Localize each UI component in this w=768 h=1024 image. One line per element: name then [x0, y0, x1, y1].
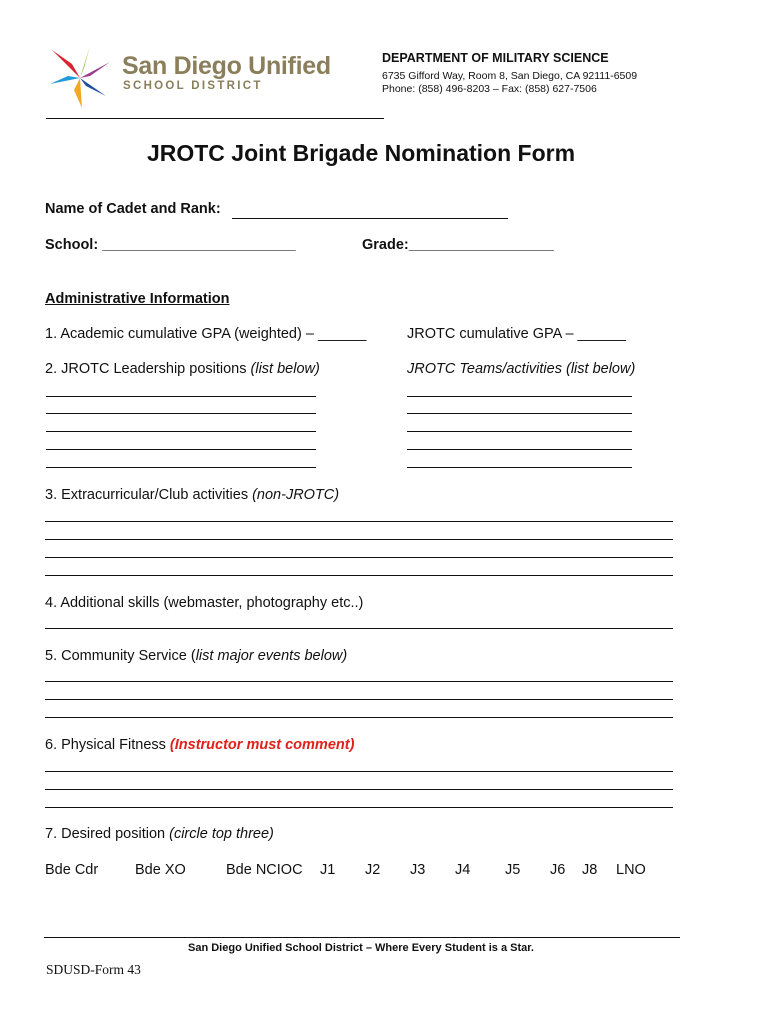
- department-phone-fax: Phone: (858) 496-8203 – Fax: (858) 627-7506: [382, 83, 597, 95]
- footer-tagline: San Diego Unified School District – Where Every Student is a Star.: [188, 942, 534, 954]
- q1-academic-gpa[interactable]: 1. Academic cumulative GPA (weighted) – ______: [45, 326, 367, 342]
- community-line[interactable]: [45, 717, 673, 718]
- header-divider: [46, 118, 384, 119]
- leadership-line[interactable]: [46, 431, 316, 432]
- q1-jrotc-gpa[interactable]: JROTC cumulative GPA – ______: [407, 326, 626, 342]
- district-subtitle: SCHOOL DISTRICT: [123, 80, 263, 92]
- position-option[interactable]: LNO: [616, 862, 646, 878]
- q2-leadership-text: 2. JROTC Leadership positions: [45, 361, 251, 377]
- form-title: JROTC Joint Brigade Nomination Form: [146, 140, 576, 166]
- cadet-name-field[interactable]: [232, 218, 508, 219]
- position-option[interactable]: Bde Cdr: [45, 862, 99, 878]
- q4-skills-label: 4. Additional skills (webmaster, photography etc..): [45, 595, 364, 611]
- position-option[interactable]: J1: [320, 862, 336, 878]
- teams-line[interactable]: [407, 396, 632, 397]
- q5-note: list major events below): [195, 648, 348, 664]
- position-option[interactable]: J8: [582, 862, 598, 878]
- skills-line[interactable]: [45, 628, 673, 629]
- position-option[interactable]: J5: [505, 862, 521, 878]
- position-option[interactable]: J6: [550, 862, 566, 878]
- extracurricular-line[interactable]: [45, 557, 673, 558]
- fitness-line[interactable]: [45, 771, 673, 772]
- position-option[interactable]: Bde NCIOC: [226, 862, 303, 878]
- grade-label[interactable]: Grade:__________________: [362, 237, 554, 253]
- extracurricular-line[interactable]: [45, 521, 673, 522]
- teams-line[interactable]: [407, 449, 632, 450]
- leadership-line[interactable]: [46, 396, 316, 397]
- cadet-name-label: Name of Cadet and Rank:: [45, 201, 221, 217]
- position-option[interactable]: J4: [455, 862, 471, 878]
- q2-teams-label: JROTC Teams/activities (list below): [407, 361, 636, 377]
- department-address: 6735 Gifford Way, Room 8, San Diego, CA 92111-6509: [382, 70, 638, 82]
- leadership-line[interactable]: [46, 413, 316, 414]
- teams-line[interactable]: [407, 467, 632, 468]
- q2-leadership-note: (list below): [250, 361, 320, 377]
- q6-text: 6. Physical Fitness: [45, 737, 170, 753]
- leadership-line[interactable]: [46, 467, 316, 468]
- district-star-logo: [46, 44, 114, 108]
- form-number: SDUSD-Form 43: [46, 962, 141, 977]
- q3-note: (non-JROTC): [252, 487, 340, 503]
- community-line[interactable]: [45, 699, 673, 700]
- q3-text: 3. Extracurricular/Club activities: [45, 487, 253, 503]
- leadership-line[interactable]: [46, 449, 316, 450]
- q7-note: (circle top three): [169, 826, 274, 842]
- q7-text: 7. Desired position: [45, 826, 170, 842]
- footer-divider: [44, 937, 680, 938]
- community-line[interactable]: [45, 681, 673, 682]
- q7-desired-label: [45, 826, 274, 842]
- extracurricular-line[interactable]: [45, 539, 673, 540]
- q5-community-label: [45, 648, 347, 664]
- position-option[interactable]: J3: [410, 862, 426, 878]
- teams-line[interactable]: [407, 413, 632, 414]
- q3-extracurricular-label: [45, 487, 339, 503]
- teams-line[interactable]: [407, 431, 632, 432]
- department-title: DEPARTMENT OF MILITARY SCIENCE: [382, 51, 609, 65]
- admin-heading: Administrative Information: [45, 291, 230, 307]
- position-option[interactable]: J2: [365, 862, 381, 878]
- q6-fitness-label: [45, 737, 354, 753]
- position-option[interactable]: Bde XO: [135, 862, 186, 878]
- q2-leadership-label: [45, 361, 320, 377]
- q5-text: 5. Community Service (: [45, 648, 196, 664]
- q6-note: (Instructor must comment): [169, 737, 355, 753]
- fitness-line[interactable]: [45, 807, 673, 808]
- school-label[interactable]: School: ________________________: [45, 237, 296, 253]
- extracurricular-line[interactable]: [45, 575, 673, 576]
- fitness-line[interactable]: [45, 789, 673, 790]
- district-name: San Diego Unified: [122, 52, 331, 80]
